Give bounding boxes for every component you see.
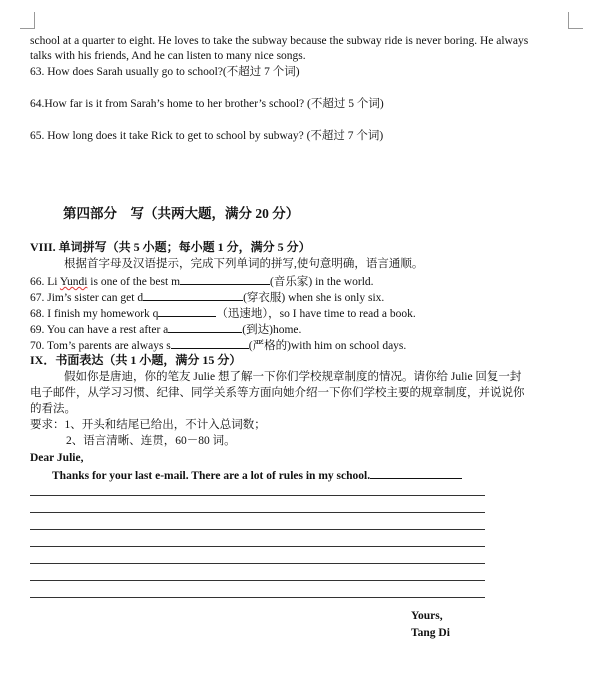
spelling-item-70: 70. Tom’s parents are always s (严格的)with him on school days. [30,337,406,353]
answer-blank[interactable] [158,305,216,317]
answer-blank[interactable] [171,337,249,349]
writing-line[interactable] [30,495,485,496]
passage-line: talks with his friends, And he can listen to many nice songs. [30,50,306,62]
letter-greeting: Dear Julie, [30,452,84,464]
question-63: 63. How does Sarah usually go to school?(不超过 7 个词) [30,66,300,78]
letter-signature: Tang Di [411,627,450,639]
writing-line[interactable] [30,597,485,598]
answer-blank[interactable] [143,289,243,301]
question-64: 64.How far is it from Sarah’s home to her brother’s school? (不超过 5 个词) [30,98,384,110]
answer-blank[interactable] [168,321,242,333]
answer-blank[interactable] [180,273,270,285]
spelling-item-67: 67. Jim’s sister can get d (穿衣服) when she is only six. [30,289,384,305]
question-65: 65. How long does it take Rick to get to school by subway? (不超过 7 个词) [30,130,384,142]
writing-prompt-line: 假如你是唐迪，你的笔友 Julie 想了解一下你们学校规章制度的情况。请你给 Julie 回复一封 [64,371,522,383]
writing-line[interactable] [30,563,485,564]
writing-line[interactable] [30,529,485,530]
writing-line[interactable] [30,580,485,581]
spelling-item-68: 68. I finish my homework q （迅速地），so I have time to read a book. [30,305,416,321]
part-four-title: 第四部分 写（共两大题，满分 20 分） [63,206,300,221]
section-ix-title: IX．书面表达（共 1 小题，满分 15 分） [30,353,242,367]
writing-prompt-line: 的看法。 [30,403,76,415]
writing-prompt-line: 电子邮件，从学习习惯、纪律、同学关系等方面向她介绍一下你们学校主要的规章制度，并说说你 [30,387,525,399]
writing-blank[interactable] [370,467,462,479]
letter-opening: Thanks for your last e-mail. There are a lot of rules in my school. [52,467,462,483]
spelling-item-69: 69. You can have a rest after a (到达)home. [30,321,301,337]
passage-line: school at a quarter to eight. He loves to take the subway because the subway ride is never boring. He always [30,35,529,47]
section-viii-title: VIII. 单词拼写（共 5 小题；每小题 1 分，满分 5 分） [30,240,311,254]
page-corner-mark-left [20,12,35,29]
spelling-item-66: 66. Li Yundi is one of the best m (音乐家) in the world. [30,273,374,289]
section-viii-instruction: 根据首字母及汉语提示，完成下列单词的拼写,使句意明确，语言通顺。 [64,258,424,270]
writing-line[interactable] [30,546,485,547]
requirement-2: 2、语言清晰、连贯，60－80 词。 [66,435,236,447]
page-corner-mark-right [568,12,583,29]
letter-closing: Yours, [411,610,443,622]
requirement-1: 要求：1、开头和结尾已给出，不计入总词数； [30,419,266,431]
writing-line[interactable] [30,512,485,513]
